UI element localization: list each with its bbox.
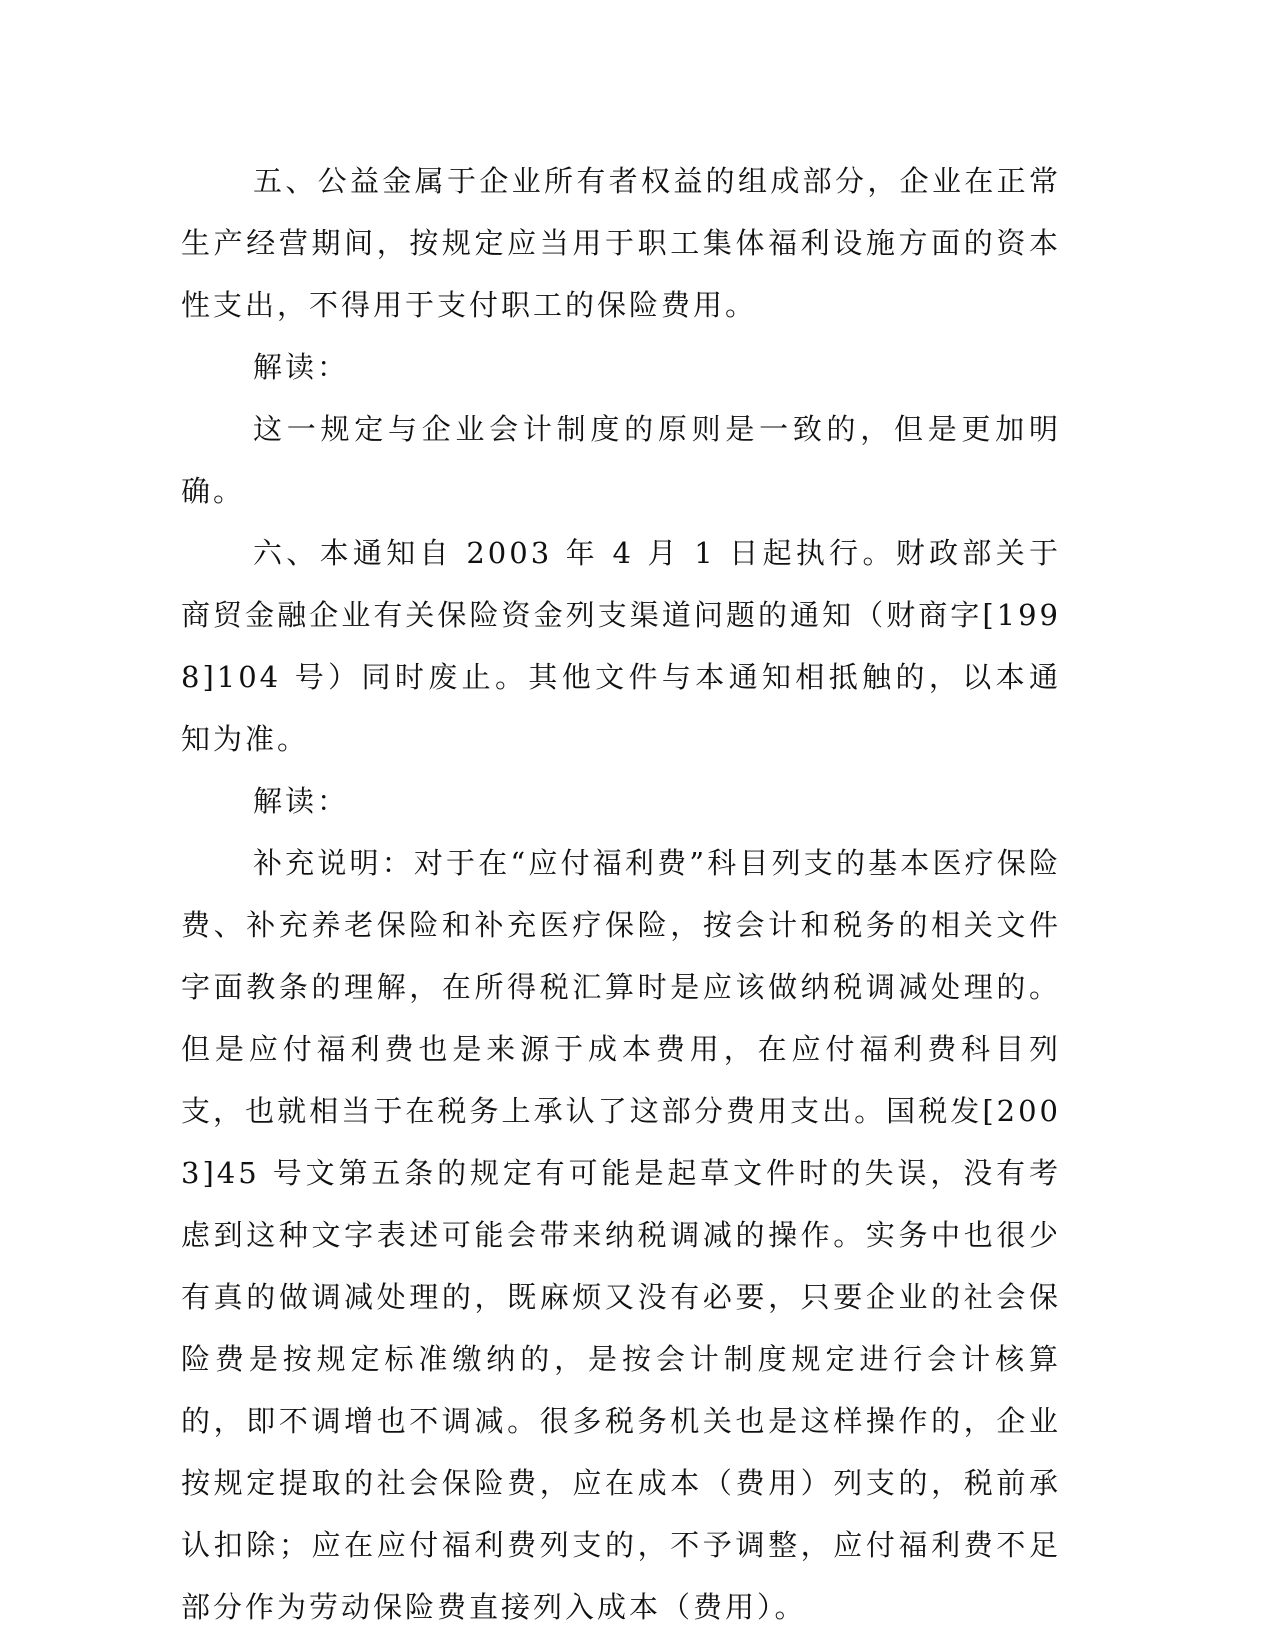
document-body (181, 150, 1061, 1638)
paragraph-welfare-fund-rule: 五、公益金属于企业所有者权益的组成部分，企业在正常生产经营期间，按规定应当用于职工集体福利设施方面的资本性支出，不得用于支付职工的保险费用。 (181, 164, 1061, 322)
paragraph-effective-date-rule: 六、本通知自 2003 年 4 月 1 日起执行。财政部关于商贸金融企业有关保险资金列支渠道问题的通知（财商字[1998]104 号）同时废止。其他文件与本通知相抵触的，以本通知为准。 (181, 536, 1061, 756)
paragraph-interpretation-text: 这一规定与企业会计制度的原则是一致的，但是更加明确。 (181, 412, 1061, 508)
paragraph-supplementary-note: 补充说明：对于在“应付福利费”科目列支的基本医疗保险费、补充养老保险和补充医疗保险，按会计和税务的相关文件字面教条的理解，在所得税汇算时是应该做纳税调减处理的。但是应付福利费也是来源于成本费用，在应付福利费科目列支，也就相当于在税务上承认了这部分费用支出。国税发[2003]45 号文第五条的规定有可能是起草文件时的失误，没有考虑到这种文字表述可能会带来纳税调减的操作。实务中也很少有真的做调减处理的，既麻烦又没有必要，只要企业的社会保险费是按规定标准缴纳的，是按会计制度规定进行会计核算的，即不调增也不调减。很多税务机关也是这样操作的，企业按规定提取的社会保险费，应在成本（费用）列支的，税前承认扣除；应在应付福利费列支的，不予调整，应付福利费不足部分作为劳动保险费直接列入成本（费用）。 (181, 846, 1061, 1624)
paragraph-interpretation-label: 解读： (253, 784, 350, 818)
paragraph-interpretation-label: 解读： (253, 350, 350, 384)
